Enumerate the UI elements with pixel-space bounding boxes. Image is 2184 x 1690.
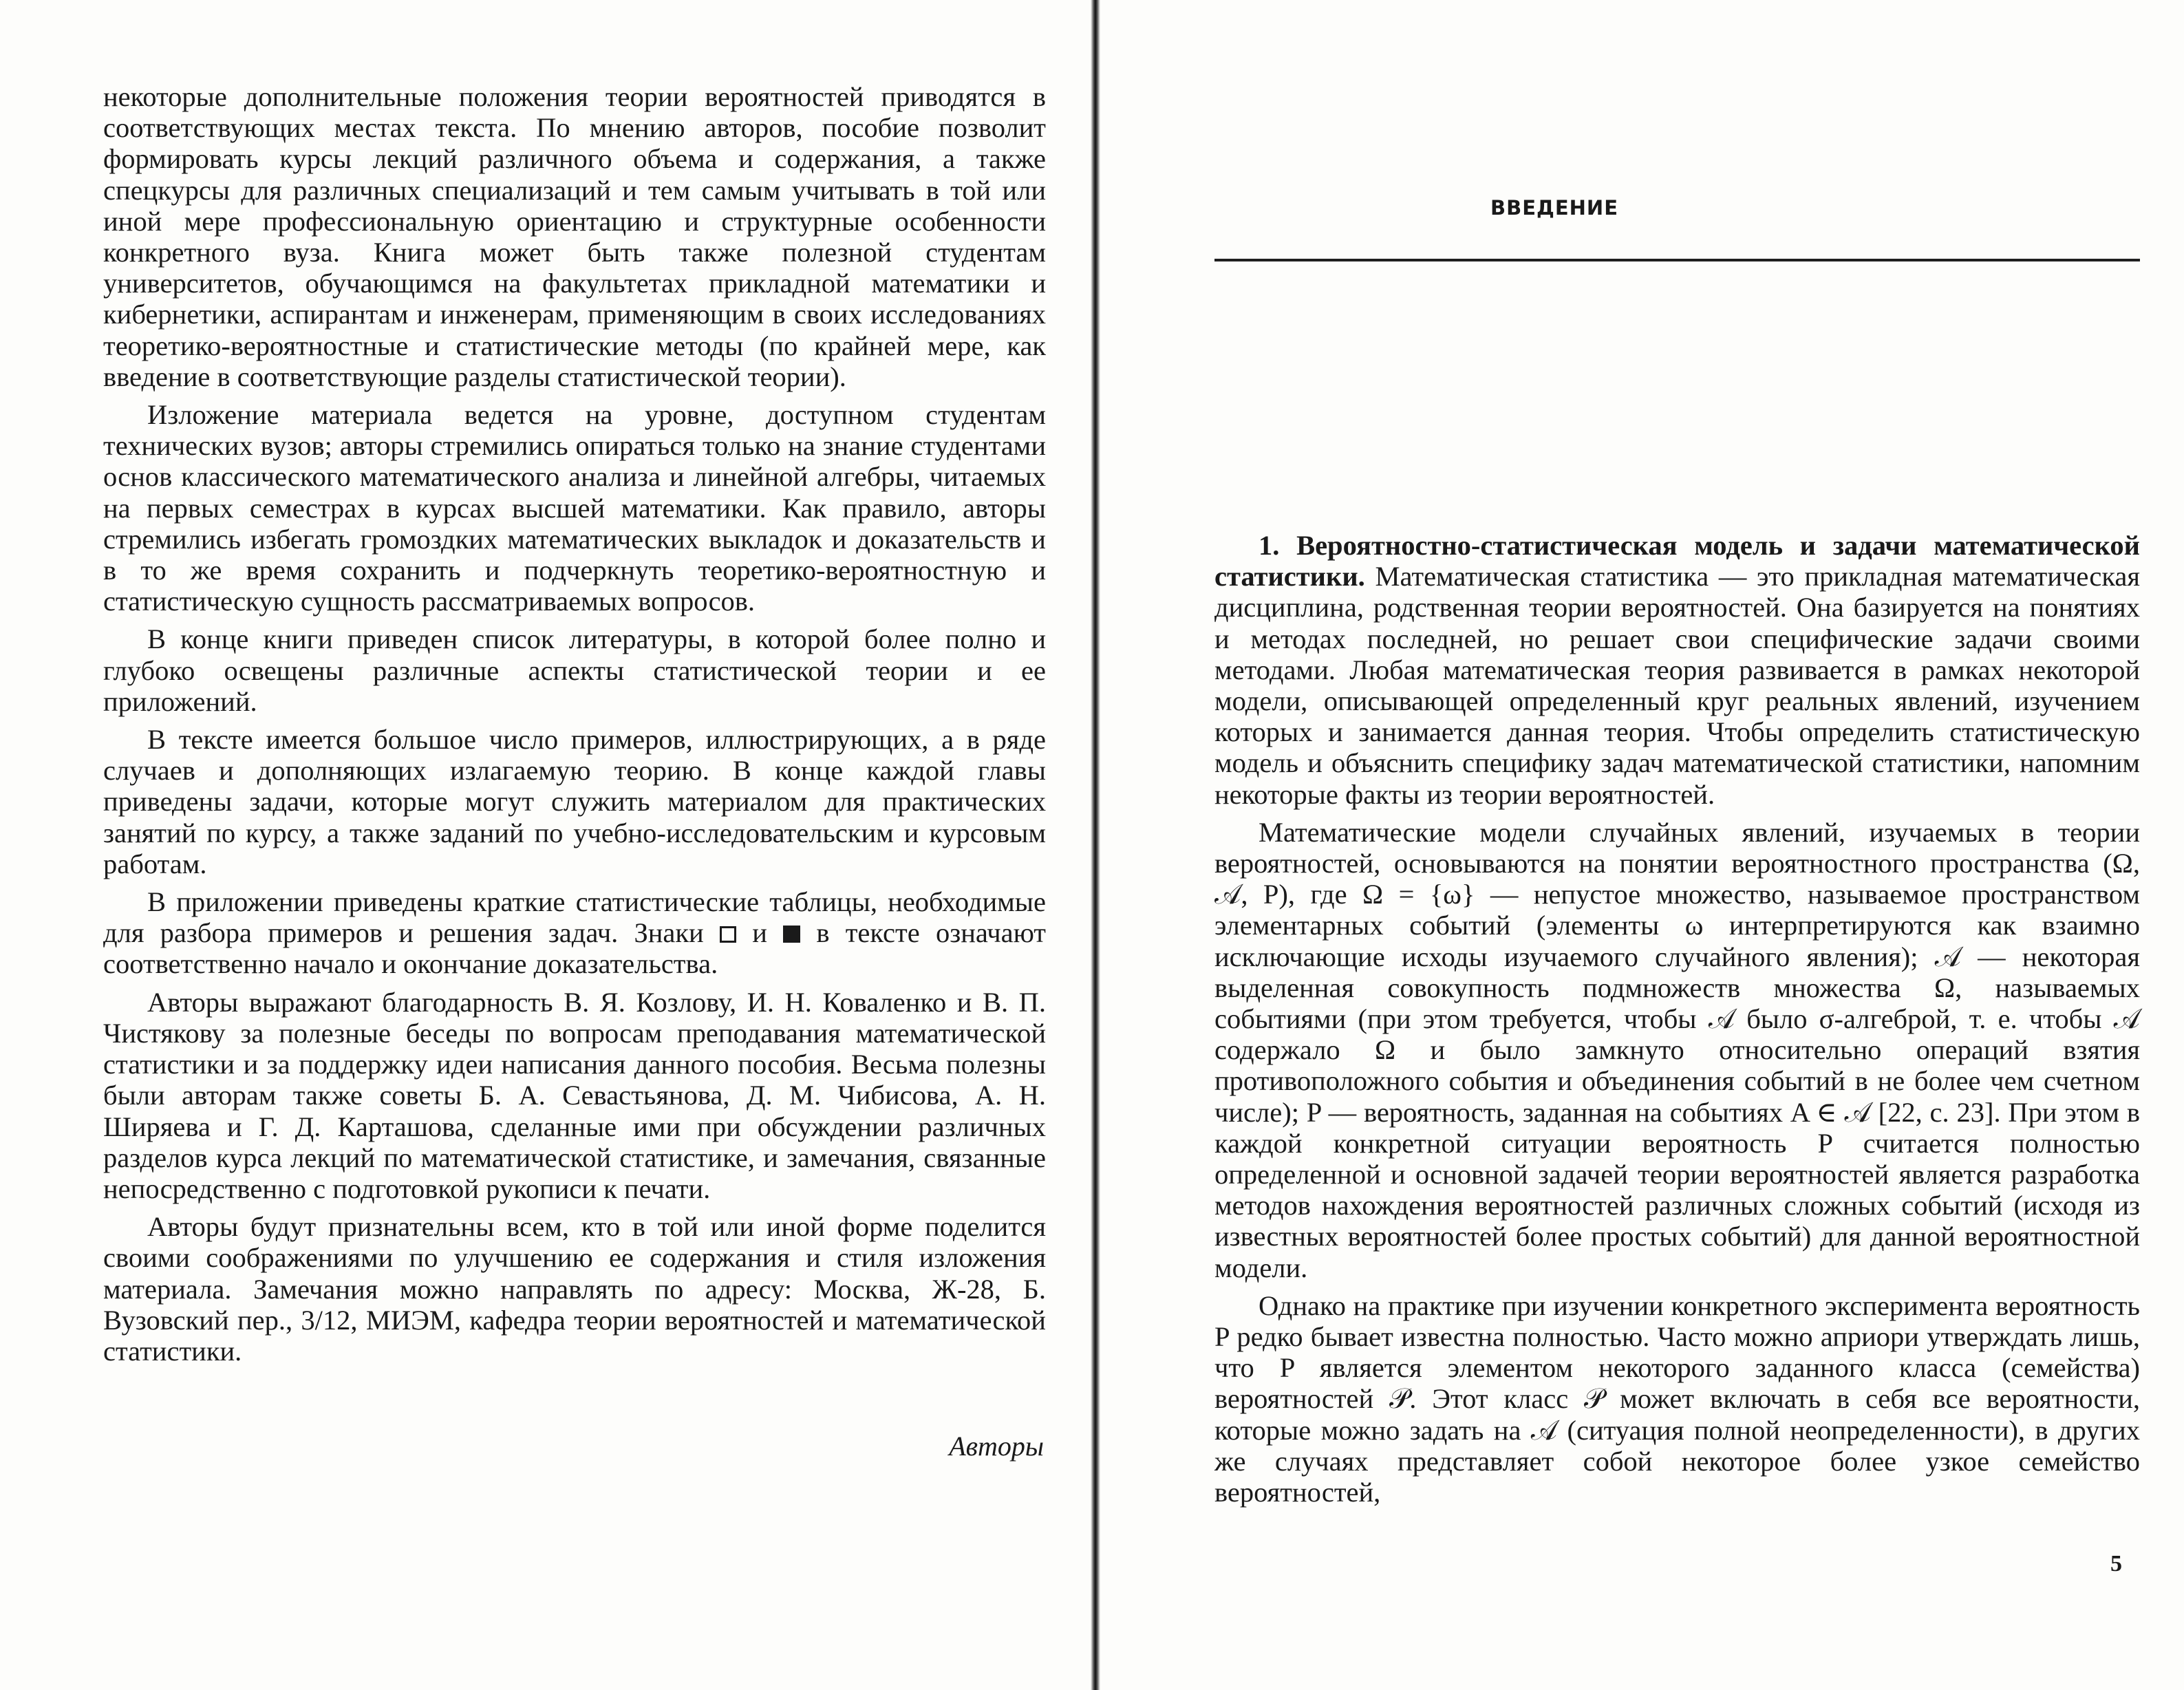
book-spine [1091, 0, 1100, 1690]
signs-text-after: в тексте означают соответственно начало и окончание доказательства. [103, 917, 1046, 980]
paragraph: Авторы выражают благодарность В. Я. Козлову, И. Н. Коваленко и В. П. Чистякову за полезные беседы по вопросам преподавания математической статистики и за поддержку идеи написания данного пособия. Весьма полезны были авторам также советы Б. А. Севастьянова, Д. М. Чибисова, А. Н. Ширяева и Г. Д. Карташова, сделанные ими при обсуждении различных разделов курса лекций по математической статистике, и замечания, связанные непосредственно с подготовкой рукописи к печати. [103, 986, 1046, 1204]
heading-rule [1214, 259, 2140, 261]
paragraph: В тексте имеется большое число примеров, иллюстрирующих, а в ряде случаев и дополняющих излагаемую теорию. В конце каждой главы приведены задачи, которые могут служить материалом для практических занятий по курсу, а также заданий по учебно-исследовательским и курсовым работам. [103, 724, 1046, 879]
paragraph: Математические модели случайных явлений, изучаемых в теории вероятностей, основываются на понятии вероятностного пространства (Ω, 𝒜, P), где Ω = {ω} — непустое множество, называемое пространством элементарных событий (элементы ω интерпретируются как взаимно исключающие исходы изучаемого случайного явления); 𝒜 — некоторая выделенная совокупность подмножеств множества Ω, называемых событиями (при этом требуется, чтобы 𝒜 было σ-алгеброй, т. е. чтобы 𝒜 содержало Ω и было замкнуто относительно операций взятия противоположного события и объединения событий в не более чем счетном числе); P — вероятность, заданная на событиях A ∈ 𝒜 [22, с. 23]. При этом в каждой конкретной ситуации вероятность P считается полностью определенной и основной задачей теории вероятностей является разработка методов нахождения вероятностей различных сложных событий (исходя из известных вероятностей более простых событий) для данной вероятностной модели. [1214, 816, 2140, 1283]
signs-text-middle: и [752, 917, 767, 949]
paragraph: Авторы будут признательны всем, кто в той или иной форме поделится своими соображениями по улучшению ее содержания и стиля изложения материала. Замечания можно направлять по адресу: Москва, Ж-28, Б. Вузовский пер., 3/12, МИЭМ, кафедра теории вероятностей и математической статистики. [103, 1211, 1046, 1367]
section-text: Математическая статистика — это прикладная математическая дисциплина, родственная теории вероятностей. Она базируется на понятиях и методах последней, но решает свои специфические задачи своими методами. Любая математическая теория развивается в рамках некоторой модели, описывающей определенный круг реальных явлений, изучением которых и занимается данная теория. Чтобы определить статистическую модель и объяснить специфику задач математической статистики, напомним некоторые факты из теории вероятностей. [1214, 561, 2140, 810]
section-paragraph [1214, 530, 2140, 810]
signs-text-before: В приложении приведены краткие статистические таблицы, необходимые для разбора примеров и решения задач. Знаки [103, 886, 1046, 949]
signs-paragraph [103, 886, 1046, 980]
proof-end-square-icon [783, 926, 800, 943]
chapter-heading: ВВЕДЕНИЕ [1490, 196, 1619, 220]
paragraph: В конце книги приведен список литературы, в которой более полно и глубоко освещены различные аспекты статистической теории и ее приложений. [103, 623, 1046, 717]
paragraph: Однако на практике при изучении конкретного эксперимента вероятность P редко бывает известна полностью. Часто можно априори утверждать лишь, что P является элементом некоторого заданного класса (семейства) вероятностей 𝒫. Этот класс 𝒫 может включать в себя все вероятности, которые можно задать на 𝒜 (ситуация полной неопределенности), в других же случаях представляет собой некоторое более узкое семейство вероятностей, [1214, 1290, 2140, 1508]
right-page [1101, 0, 2184, 1690]
paragraph: некоторые дополнительные положения теории вероятностей приводятся в соответствующих местах текста. По мнению авторов, пособие позволит формировать курсы лекций различного объема и содержания, а также спецкурсы для различных специализаций и тем самым учитывать в той или иной мере профессиональную ориентацию и структурные особенности конкретного вуза. Книга может быть также полезной студентам университетов, обучающимся на факультетах прикладной математики и кибернетики, аспирантам и инженерам, применяющим в своих исследованиях теоретико-вероятностные и статистические методы (по крайней мере, как введение в соответствующие разделы статистической теории). [103, 81, 1046, 392]
proof-start-square-icon [720, 926, 736, 943]
right-text-block [1214, 530, 2140, 1515]
left-text-block [103, 81, 1046, 1373]
section-title: 1. Вероятностно-статистическая модель и задачи математической статистики. [1214, 530, 2140, 592]
signature: Авторы [949, 1431, 1044, 1462]
paragraph: Изложение материала ведется на уровне, доступном студентам технических вузов; авторы стремились опираться только на знание студентами основ классического математического анализа и линейной алгебры, читаемых на первых семестрах в курсах высшей математики. Как правило, авторы стремились избегать громоздких математических выкладок и доказательств и в то же время сохранить и подчеркнуть теоретико-вероятностную и статистическую сущность рассматриваемых вопросов. [103, 399, 1046, 617]
page-number: 5 [2110, 1551, 2122, 1576]
